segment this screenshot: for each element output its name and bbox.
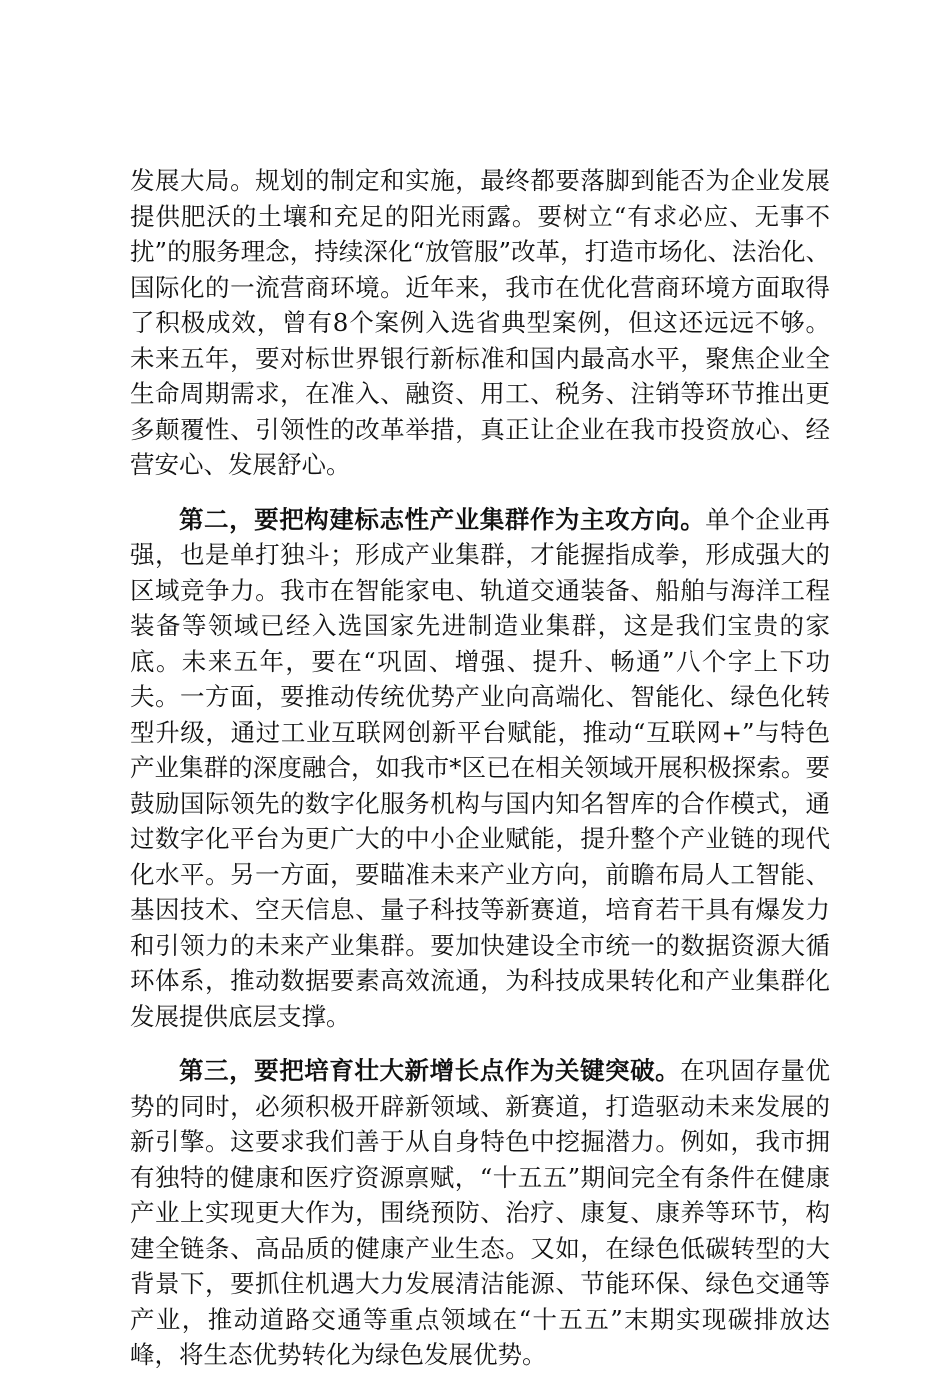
paragraph-lead-heading: 第三，要把培育壮大新增长点作为关键突破。 <box>179 1056 681 1085</box>
paragraph-text: 在巩固存量优势的同时，必须积极开辟新领域、新赛道，打造驱动未来发展的新引擎。这要求我们善于从自身特色中挖掘潜力。例如，我市拥有独特的健康和医疗资源禀赋，“十五五”期间完全有条件在健康产业上实现更大作为，围绕预防、治疗、康复、康养等环节，构建全链条、高品质的健康产业生态。又如，在绿色低碳转型的大背景下，要抓住机遇大力发展清洁能源、节能环保、绿色交通等产业，推动道路交通等重点领域在“十五五”末期实现碳排放达峰，将生态优势转化为绿色发展优势。 <box>130 1056 831 1369</box>
paragraph-continuation <box>130 163 830 483</box>
paragraph-lead-heading: 第二，要把构建标志性产业集群作为主攻方向。 <box>179 504 706 534</box>
paragraph-industry-clusters <box>130 502 830 1035</box>
document-body <box>130 163 830 1373</box>
paragraph-text: 单个企业再强，也是单打独斗；形成产业集群，才能握指成拳，形成强大的区域竞争力。我市在智能家电、轨道交通装备、船舶与海洋工程装备等领域已经入选国家先进制造业集群，这是我们宝贵的家底。未来五年，要在“巩固、增强、提升、畅通”八个字上下功夫。一方面，要推动传统优势产业向高端化、智能化、绿色化转型升级，通过工业互联网创新平台赋能，推动“互联网+”与特色产业集群的深度融合，如我市*区已在相关领域开展积极探索。要鼓励国际领先的数字化服务机构与国内知名智库的合作模式，通过数字化平台为更广大的中小企业赋能，提升整个产业链的现代化水平。另一方面，要瞄准未来产业方向，前瞻布局人工智能、基因技术、空天信息、量子科技等新赛道，培育若干具有爆发力和引领力的未来产业集群。要加快建设全市统一的数据资源大循环体系，推动数据要素高效流通，为科技成果转化和产业集群化发展提供底层支撑。 <box>130 504 831 1031</box>
paragraph-new-growth-points <box>130 1053 830 1373</box>
paragraph-text: 发展大局。规划的制定和实施，最终都要落脚到能否为企业发展提供肥沃的土壤和充足的阳光雨露。要树立“有求必应、无事不扰”的服务理念，持续深化“放管服”改革，打造市场化、法治化、国际化的一流营商环境。近年来，我市在优化营商环境方面取得了积极成效，曾有8个案例入选省典型案例，但这还远远不够。未来五年，要对标世界银行新标准和国内最高水平，聚焦企业全生命周期需求，在准入、融资、用工、税务、注销等环节推出更多颠覆性、引领性的改革举措，真正让企业在我市投资放心、经营安心、发展舒心。 <box>130 166 830 479</box>
